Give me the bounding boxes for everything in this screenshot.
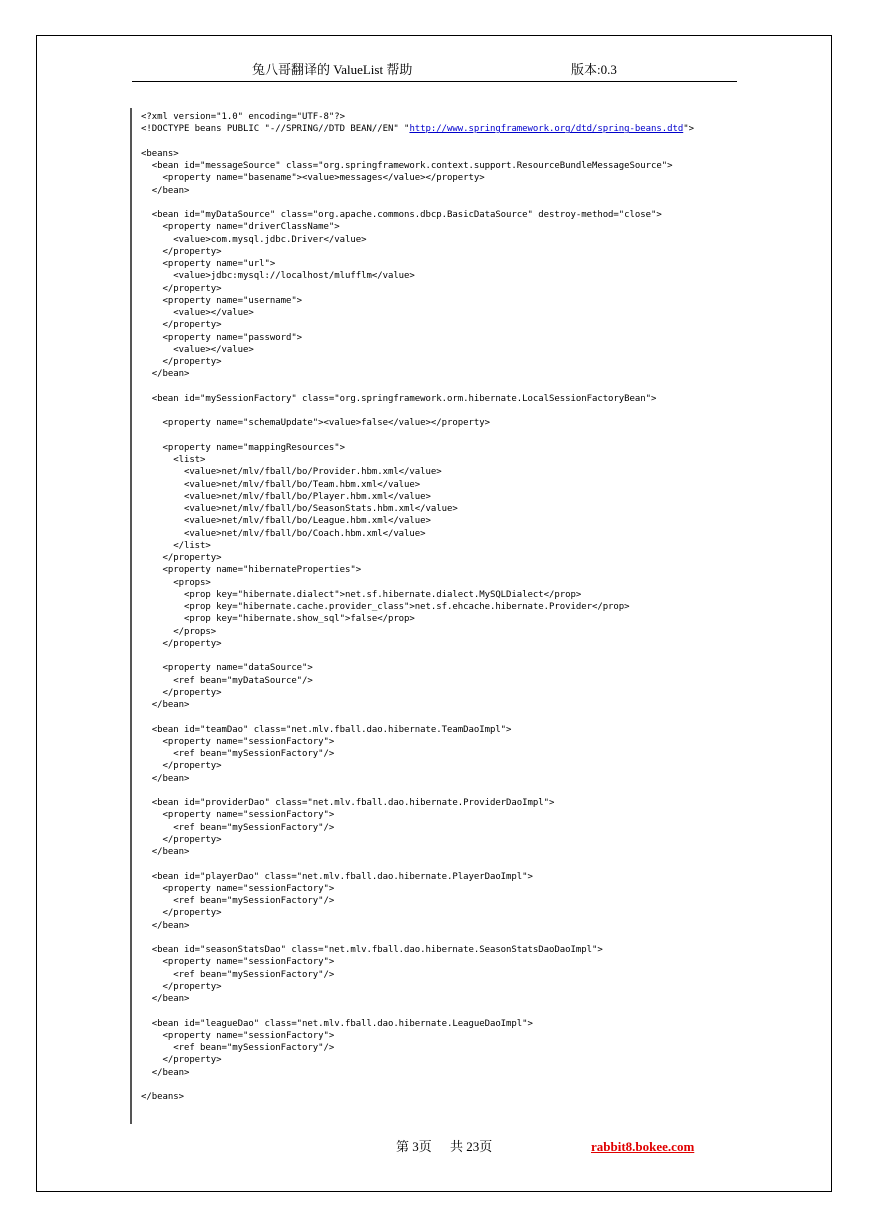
code-line: <ref bean="mySessionFactory"/>: [141, 969, 335, 980]
dtd-link[interactable]: http://www.springframework.org/dtd/spring-beans.dtd: [409, 124, 684, 135]
code-line: [141, 123, 741, 135]
code-line: [141, 785, 741, 797]
code-line: <property name="basename"><value>messages</value></property>: [141, 173, 485, 184]
header-version: 版本:0.3: [571, 62, 617, 77]
code-line: </bean>: [141, 1067, 190, 1078]
code-line: </beans>: [141, 1092, 184, 1102]
footer-site-link[interactable]: rabbit8.bokee.com: [591, 1139, 695, 1154]
code-line: <property name="mappingResources">: [141, 442, 346, 453]
code-line: <bean id="seasonStatsDao" class="net.mlv.fball.dao.hibernate.SeasonStatsDaoDaoImpl">: [141, 945, 603, 955]
code-line: <ref bean="mySessionFactory"/>: [141, 1043, 335, 1053]
header-title: 兔八哥翻译的 ValueList 帮助: [252, 62, 413, 77]
code-line: <property name="hibernateProperties">: [141, 565, 362, 576]
code-line: </bean>: [141, 920, 190, 931]
code-line: </property>: [141, 1055, 222, 1066]
code-line: [141, 1079, 741, 1091]
code-line: <property name="sessionFactory">: [141, 883, 335, 894]
code-line: <property name="username">: [141, 295, 303, 306]
code-line: <property name="dataSource">: [141, 663, 313, 674]
code-line: <prop key="hibernate.dialect">net.sf.hibernate.dialect.MySQLDialect</prop>: [141, 589, 582, 600]
code-line: <property name="driverClassName">: [141, 222, 340, 233]
code-line: [141, 405, 741, 417]
code-line: </property>: [141, 981, 222, 992]
code-line: <bean id="leagueDao" class="net.mlv.fball.dao.hibernate.LeagueDaoImpl">: [141, 1018, 533, 1029]
code-line: <value>jdbc:mysql://localhost/mlufflm</value>: [141, 271, 415, 282]
code-line: </bean>: [141, 185, 190, 196]
code-line: <property name="sessionFactory">: [141, 736, 335, 747]
code-line: <property name="sessionFactory">: [141, 957, 335, 968]
code-line: <bean id="myDataSource" class="org.apache.commons.dbcp.BasicDataSource" destroy-method="close">: [141, 210, 662, 220]
code-line: </property>: [141, 834, 222, 845]
code-line: <ref bean="mySessionFactory"/>: [141, 749, 335, 759]
code-line: <value></value>: [141, 344, 254, 355]
code-line: <ref bean="mySessionFactory"/>: [141, 822, 335, 833]
code-line: <bean id="messageSource" class="org.springframework.context.support.ResourceBundleMessageSource">: [141, 161, 673, 171]
code-line: </property>: [141, 687, 222, 698]
code-line: </property>: [141, 246, 222, 257]
code-line: <ref bean="mySessionFactory"/>: [141, 896, 335, 906]
code-line: </bean>: [141, 369, 190, 380]
code-line: <ref bean="myDataSource"/>: [141, 675, 313, 686]
code-line: <bean id="teamDao" class="net.mlv.fball.dao.hibernate.TeamDaoImpl">: [141, 724, 512, 735]
code-line: </bean>: [141, 700, 190, 710]
code-line: <value>net/mlv/fball/bo/Player.hbm.xml</value>: [141, 491, 431, 502]
code-line: <value>net/mlv/fball/bo/Provider.hbm.xml</value>: [141, 467, 442, 478]
code-line: [141, 381, 741, 393]
code-line: </bean>: [141, 773, 190, 784]
footer-page-number: 第 3页: [396, 1139, 432, 1154]
code-line: [141, 858, 741, 870]
code-line: <prop key="hibernate.cache.provider_class">net.sf.ehcache.hibernate.Provider</prop>: [141, 602, 630, 612]
code-line: <property name="sessionFactory">: [141, 810, 335, 821]
code-line: <beans>: [141, 148, 179, 159]
doctype-prefix: <!DOCTYPE beans PUBLIC "-//SPRING//DTD BEAN//EN" ": [141, 124, 410, 135]
code-line: <props>: [141, 577, 211, 588]
code-line: <value>com.mysql.jdbc.Driver</value>: [141, 234, 367, 245]
doctype-suffix: ">: [683, 124, 694, 135]
code-line: [141, 1005, 741, 1017]
code-line: <value>net/mlv/fball/bo/SeasonStats.hbm.xml</value>: [141, 504, 458, 514]
code-line: <value>net/mlv/fball/bo/Team.hbm.xml</value>: [141, 479, 421, 490]
code-line: [141, 197, 741, 209]
code-line: <bean id="playerDao" class="net.mlv.fball.dao.hibernate.PlayerDaoImpl">: [141, 871, 533, 882]
code-line: [141, 136, 741, 148]
code-line: [141, 932, 741, 944]
code-line: </property>: [141, 638, 222, 649]
code-line: <value>net/mlv/fball/bo/Coach.hbm.xml</value>: [141, 528, 426, 539]
code-line: </property>: [141, 283, 222, 294]
page-header: [132, 62, 737, 82]
code-line: [141, 650, 741, 662]
code-line: </property>: [141, 553, 222, 563]
code-line: </list>: [141, 540, 211, 551]
code-line: </property>: [141, 761, 222, 772]
code-line: </property>: [141, 908, 222, 919]
footer-page-total: 共 23页: [450, 1139, 493, 1154]
code-line: [141, 711, 741, 723]
code-line: <property name="schemaUpdate"><value>false</value></property>: [141, 418, 490, 429]
code-line: <list>: [141, 455, 206, 465]
code-line: <property name="sessionFactory">: [141, 1030, 335, 1041]
code-line: </property>: [141, 320, 222, 331]
code-line: </bean>: [141, 994, 190, 1004]
code-line: <property name="password">: [141, 332, 303, 343]
code-line: <bean id="mySessionFactory" class="org.springframework.orm.hibernate.LocalSessionFactoryBean">: [141, 393, 657, 404]
code-line: [141, 430, 741, 442]
code-block: [141, 111, 741, 1103]
code-line: </props>: [141, 626, 217, 637]
code-line: </bean>: [141, 847, 190, 857]
code-block-rule: [130, 108, 132, 1124]
code-line: <prop key="hibernate.show_sql">false</prop>: [141, 614, 415, 625]
code-line: <value>net/mlv/fball/bo/League.hbm.xml</value>: [141, 516, 431, 527]
code-line: <?xml version="1.0" encoding="UTF-8"?>: [141, 112, 346, 122]
code-line: <bean id="providerDao" class="net.mlv.fball.dao.hibernate.ProviderDaoImpl">: [141, 798, 555, 808]
code-line: <property name="url">: [141, 259, 276, 269]
code-line: <value></value>: [141, 308, 254, 318]
code-line: </property>: [141, 357, 222, 367]
